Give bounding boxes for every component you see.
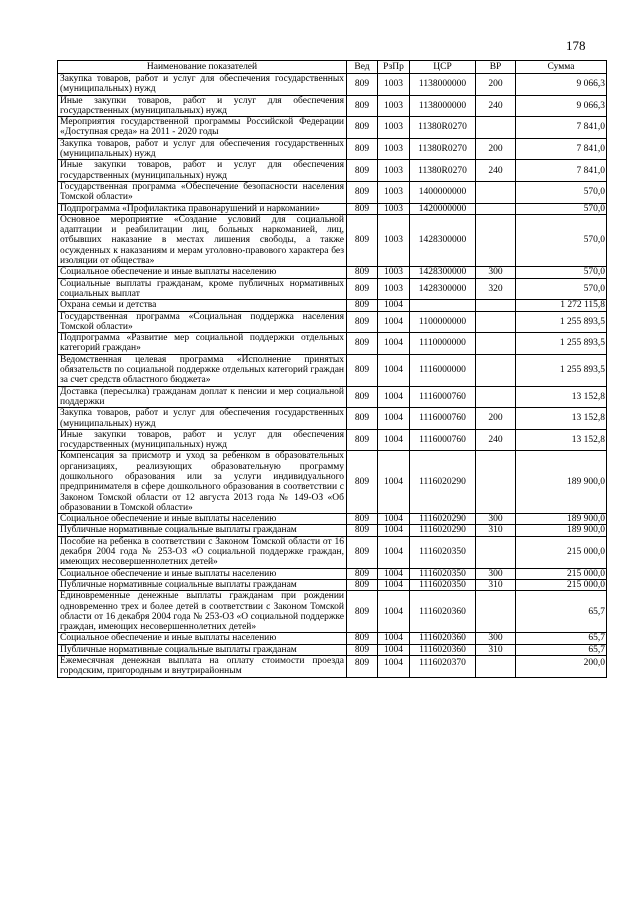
cell-vr (476, 181, 516, 203)
cell-vr: 300 (476, 633, 516, 644)
cell-vr: 200 (476, 138, 516, 160)
cell-ved: 809 (347, 514, 378, 525)
cell-csr: 1116020290 (410, 514, 476, 525)
cell-vr (476, 333, 516, 355)
cell-rzpr: 1004 (378, 579, 410, 590)
cell-vr: 300 (476, 267, 516, 278)
cell-csr: 11380R0270 (410, 117, 476, 139)
cell-ved: 809 (347, 536, 378, 568)
cell-csr: 1116000000 (410, 354, 476, 386)
cell-ved: 809 (347, 386, 378, 408)
cell-csr: 1116020350 (410, 568, 476, 579)
table-row (58, 656, 607, 678)
cell-rzpr: 1003 (378, 203, 410, 214)
table-row (58, 536, 607, 568)
table-row (58, 278, 607, 300)
cell-vr: 310 (476, 644, 516, 655)
cell-rzpr: 1004 (378, 311, 410, 333)
cell-sum: 200,0 (516, 656, 607, 678)
cell-sum: 9 066,3 (516, 74, 607, 96)
cell-csr: 1138000000 (410, 74, 476, 96)
cell-vr: 310 (476, 525, 516, 536)
table-row (58, 514, 607, 525)
cell-rzpr: 1003 (378, 160, 410, 182)
cell-csr: 1116000760 (410, 429, 476, 451)
cell-sum: 570,0 (516, 181, 607, 203)
cell-ved: 809 (347, 203, 378, 214)
table-row (58, 160, 607, 182)
cell-ved: 809 (347, 300, 378, 311)
cell-csr: 1428300000 (410, 214, 476, 266)
table-row (58, 429, 607, 451)
cell-sum: 1 272 115,8 (516, 300, 607, 311)
table-row (58, 333, 607, 355)
cell-ved: 809 (347, 656, 378, 678)
cell-vr (476, 386, 516, 408)
cell-sum: 570,0 (516, 278, 607, 300)
cell-name: Государственная программа «Обеспечение безопасности населения Томской области» (58, 181, 347, 203)
cell-ved: 809 (347, 160, 378, 182)
table-row (58, 300, 607, 311)
cell-sum: 1 255 893,5 (516, 354, 607, 386)
cell-name: Публичные нормативные социальные выплаты гражданам (58, 579, 347, 590)
table-header-row (58, 61, 607, 74)
cell-ved: 809 (347, 633, 378, 644)
cell-sum: 215 000,0 (516, 536, 607, 568)
cell-sum: 215 000,0 (516, 568, 607, 579)
cell-rzpr: 1004 (378, 568, 410, 579)
cell-csr: 1116020290 (410, 451, 476, 514)
cell-ved: 809 (347, 117, 378, 139)
table-row (58, 386, 607, 408)
cell-ved: 809 (347, 451, 378, 514)
cell-rzpr: 1004 (378, 429, 410, 451)
cell-sum: 215 000,0 (516, 579, 607, 590)
cell-ved: 809 (347, 429, 378, 451)
cell-name: Иные закупки товаров, работ и услуг для обеспечения государственных (муниципальных) нужд (58, 429, 347, 451)
cell-name: Основное мероприятие «Создание условий для социальной адаптации и реабилитации лиц, больных наркоманией, лиц, отбывших наказание в местах лишения свободы, а также осужденных к наказаниям и мерам уголовно-правового характера без изоляции от общества» (58, 214, 347, 266)
cell-name: Доставка (пересылка) гражданам доплат к пенсии и мер социальной поддержки (58, 386, 347, 408)
cell-vr: 200 (476, 408, 516, 430)
cell-rzpr: 1004 (378, 633, 410, 644)
cell-sum: 65,7 (516, 591, 607, 633)
cell-csr: 1400000000 (410, 181, 476, 203)
cell-name: Подпрограмма «Профилактика правонарушений и наркомании» (58, 203, 347, 214)
cell-vr (476, 536, 516, 568)
cell-csr: 1116020290 (410, 525, 476, 536)
cell-ved: 809 (347, 95, 378, 117)
cell-rzpr: 1004 (378, 536, 410, 568)
cell-vr (476, 656, 516, 678)
cell-sum: 189 900,0 (516, 514, 607, 525)
cell-sum: 13 152,8 (516, 408, 607, 430)
cell-csr: 1116020360 (410, 644, 476, 655)
cell-csr: 1138000000 (410, 95, 476, 117)
col-header-ved: Вед (347, 61, 378, 74)
cell-name: Иные закупки товаров, работ и услуг для обеспечения государственных (муниципальных) нужд (58, 95, 347, 117)
cell-csr: 1116020370 (410, 656, 476, 678)
cell-vr (476, 451, 516, 514)
table-row (58, 579, 607, 590)
cell-sum: 189 900,0 (516, 451, 607, 514)
cell-csr: 1116020350 (410, 536, 476, 568)
cell-csr: 1420000000 (410, 203, 476, 214)
cell-name: Закупка товаров, работ и услуг для обеспечения государственных (муниципальных) нужд (58, 74, 347, 96)
cell-ved: 809 (347, 568, 378, 579)
table-row (58, 451, 607, 514)
table-row (58, 311, 607, 333)
cell-sum: 189 900,0 (516, 525, 607, 536)
cell-rzpr: 1004 (378, 656, 410, 678)
cell-ved: 809 (347, 214, 378, 266)
cell-name: Единовременные денежные выплаты гражданам при рождении одновременно трех и более детей в соответствии с Законом Томской области от 16 декабря 2004 года № 253-ОЗ «О социальной поддержке граждан, имеющих несовершеннолетних детей» (58, 591, 347, 633)
cell-vr: 240 (476, 160, 516, 182)
cell-sum: 570,0 (516, 267, 607, 278)
cell-ved: 809 (347, 311, 378, 333)
cell-rzpr: 1003 (378, 278, 410, 300)
table-row (58, 203, 607, 214)
cell-name: Компенсация за присмотр и уход за ребенком в образовательных организациях, реализующих образовательную программу дошкольного образования или за услуги индивидуального предпринимателя в сфере дошкольного образования в соответствии с Законом Томской области от 12 августа 2013 года № 149-ОЗ «Об образовании в Томской области» (58, 451, 347, 514)
cell-vr: 320 (476, 278, 516, 300)
cell-name: Закупка товаров, работ и услуг для обеспечения государственных (муниципальных) нужд (58, 408, 347, 430)
cell-rzpr: 1003 (378, 214, 410, 266)
cell-name: Социальное обеспечение и иные выплаты населению (58, 568, 347, 579)
cell-sum: 570,0 (516, 214, 607, 266)
cell-ved: 809 (347, 354, 378, 386)
cell-vr: 240 (476, 95, 516, 117)
table-row (58, 95, 607, 117)
page-number: 178 (566, 38, 586, 53)
col-header-rzpr: РзПр (378, 61, 410, 74)
cell-rzpr: 1004 (378, 514, 410, 525)
cell-name: Пособие на ребенка в соответствии с Законом Томской области от 16 декабря 2004 года № 253-ОЗ «О социальной поддержке граждан, имеющих несовершеннолетних детей» (58, 536, 347, 568)
cell-name: Социальное обеспечение и иные выплаты населению (58, 267, 347, 278)
cell-vr (476, 214, 516, 266)
cell-csr: 1110000000 (410, 333, 476, 355)
cell-csr: 1116020360 (410, 633, 476, 644)
cell-sum: 1 255 893,5 (516, 333, 607, 355)
cell-ved: 809 (347, 333, 378, 355)
cell-rzpr: 1003 (378, 138, 410, 160)
cell-name: Социальные выплаты гражданам, кроме публичных нормативных социальных выплат (58, 278, 347, 300)
cell-csr: 1116000760 (410, 386, 476, 408)
cell-csr: 1100000000 (410, 311, 476, 333)
table-row (58, 408, 607, 430)
cell-rzpr: 1004 (378, 333, 410, 355)
cell-csr: 1428300000 (410, 278, 476, 300)
cell-sum: 9 066,3 (516, 95, 607, 117)
cell-rzpr: 1003 (378, 117, 410, 139)
cell-csr: 1116020360 (410, 591, 476, 633)
cell-rzpr: 1004 (378, 525, 410, 536)
cell-ved: 809 (347, 525, 378, 536)
cell-name: Социальное обеспечение и иные выплаты населению (58, 514, 347, 525)
cell-csr: 11380R0270 (410, 138, 476, 160)
cell-ved: 809 (347, 74, 378, 96)
cell-sum: 13 152,8 (516, 429, 607, 451)
cell-vr (476, 354, 516, 386)
cell-vr: 200 (476, 74, 516, 96)
cell-sum: 65,7 (516, 644, 607, 655)
cell-sum: 7 841,0 (516, 160, 607, 182)
cell-ved: 809 (347, 644, 378, 655)
table-row (58, 525, 607, 536)
table-row (58, 591, 607, 633)
cell-vr (476, 300, 516, 311)
cell-sum: 7 841,0 (516, 117, 607, 139)
table-row (58, 267, 607, 278)
cell-rzpr: 1003 (378, 74, 410, 96)
table-row (58, 644, 607, 655)
cell-sum: 1 255 893,5 (516, 311, 607, 333)
cell-name: Иные закупки товаров, работ и услуг для обеспечения государственных (муниципальных) нужд (58, 160, 347, 182)
cell-rzpr: 1003 (378, 181, 410, 203)
cell-ved: 809 (347, 181, 378, 203)
cell-csr (410, 300, 476, 311)
col-header-vr: ВР (476, 61, 516, 74)
cell-name: Закупка товаров, работ и услуг для обеспечения государственных (муниципальных) нужд (58, 138, 347, 160)
cell-rzpr: 1004 (378, 591, 410, 633)
cell-ved: 809 (347, 267, 378, 278)
cell-csr: 1116000760 (410, 408, 476, 430)
cell-ved: 809 (347, 408, 378, 430)
cell-ved: 809 (347, 278, 378, 300)
table-row (58, 568, 607, 579)
col-header-name: Наименование показателей (58, 61, 347, 74)
cell-name: Ведомственная целевая программа «Исполнение принятых обязательств по социальной поддержке отдельных категорий граждан за счет средств областного бюджета» (58, 354, 347, 386)
cell-name: Охрана семьи и детства (58, 300, 347, 311)
cell-vr: 310 (476, 579, 516, 590)
cell-vr: 300 (476, 514, 516, 525)
cell-sum: 570,0 (516, 203, 607, 214)
table-row (58, 181, 607, 203)
cell-sum: 7 841,0 (516, 138, 607, 160)
cell-csr: 1116020350 (410, 579, 476, 590)
table-body (58, 74, 607, 678)
cell-sum: 13 152,8 (516, 386, 607, 408)
cell-name: Публичные нормативные социальные выплаты гражданам (58, 525, 347, 536)
cell-rzpr: 1004 (378, 386, 410, 408)
cell-vr (476, 311, 516, 333)
cell-csr: 1428300000 (410, 267, 476, 278)
cell-rzpr: 1004 (378, 644, 410, 655)
cell-vr: 300 (476, 568, 516, 579)
cell-vr (476, 591, 516, 633)
cell-rzpr: 1004 (378, 300, 410, 311)
cell-name: Публичные нормативные социальные выплаты гражданам (58, 644, 347, 655)
cell-rzpr: 1004 (378, 354, 410, 386)
cell-ved: 809 (347, 138, 378, 160)
table-row (58, 74, 607, 96)
cell-csr: 11380R0270 (410, 160, 476, 182)
cell-rzpr: 1004 (378, 451, 410, 514)
table-row (58, 214, 607, 266)
table-row (58, 633, 607, 644)
budget-table (57, 60, 607, 678)
cell-sum: 65,7 (516, 633, 607, 644)
cell-vr (476, 203, 516, 214)
cell-name: Подпрограмма «Развитие мер социальной поддержки отдельных категорий граждан» (58, 333, 347, 355)
cell-ved: 809 (347, 591, 378, 633)
cell-name: Ежемесячная денежная выплата на оплату стоимости проезда городским, пригородным и внутрирайонным (58, 656, 347, 678)
cell-name: Социальное обеспечение и иные выплаты населению (58, 633, 347, 644)
cell-name: Мероприятия государственной программы Российской Федерации «Доступная среда» на 2011 - 2020 годы (58, 117, 347, 139)
cell-vr (476, 117, 516, 139)
table-row (58, 117, 607, 139)
col-header-sum: Сумма (516, 61, 607, 74)
cell-name: Государственная программа «Социальная поддержка населения Томской области» (58, 311, 347, 333)
table-row (58, 354, 607, 386)
table-row (58, 138, 607, 160)
cell-rzpr: 1004 (378, 408, 410, 430)
cell-vr: 240 (476, 429, 516, 451)
cell-ved: 809 (347, 579, 378, 590)
cell-rzpr: 1003 (378, 267, 410, 278)
cell-rzpr: 1003 (378, 95, 410, 117)
col-header-csr: ЦСР (410, 61, 476, 74)
